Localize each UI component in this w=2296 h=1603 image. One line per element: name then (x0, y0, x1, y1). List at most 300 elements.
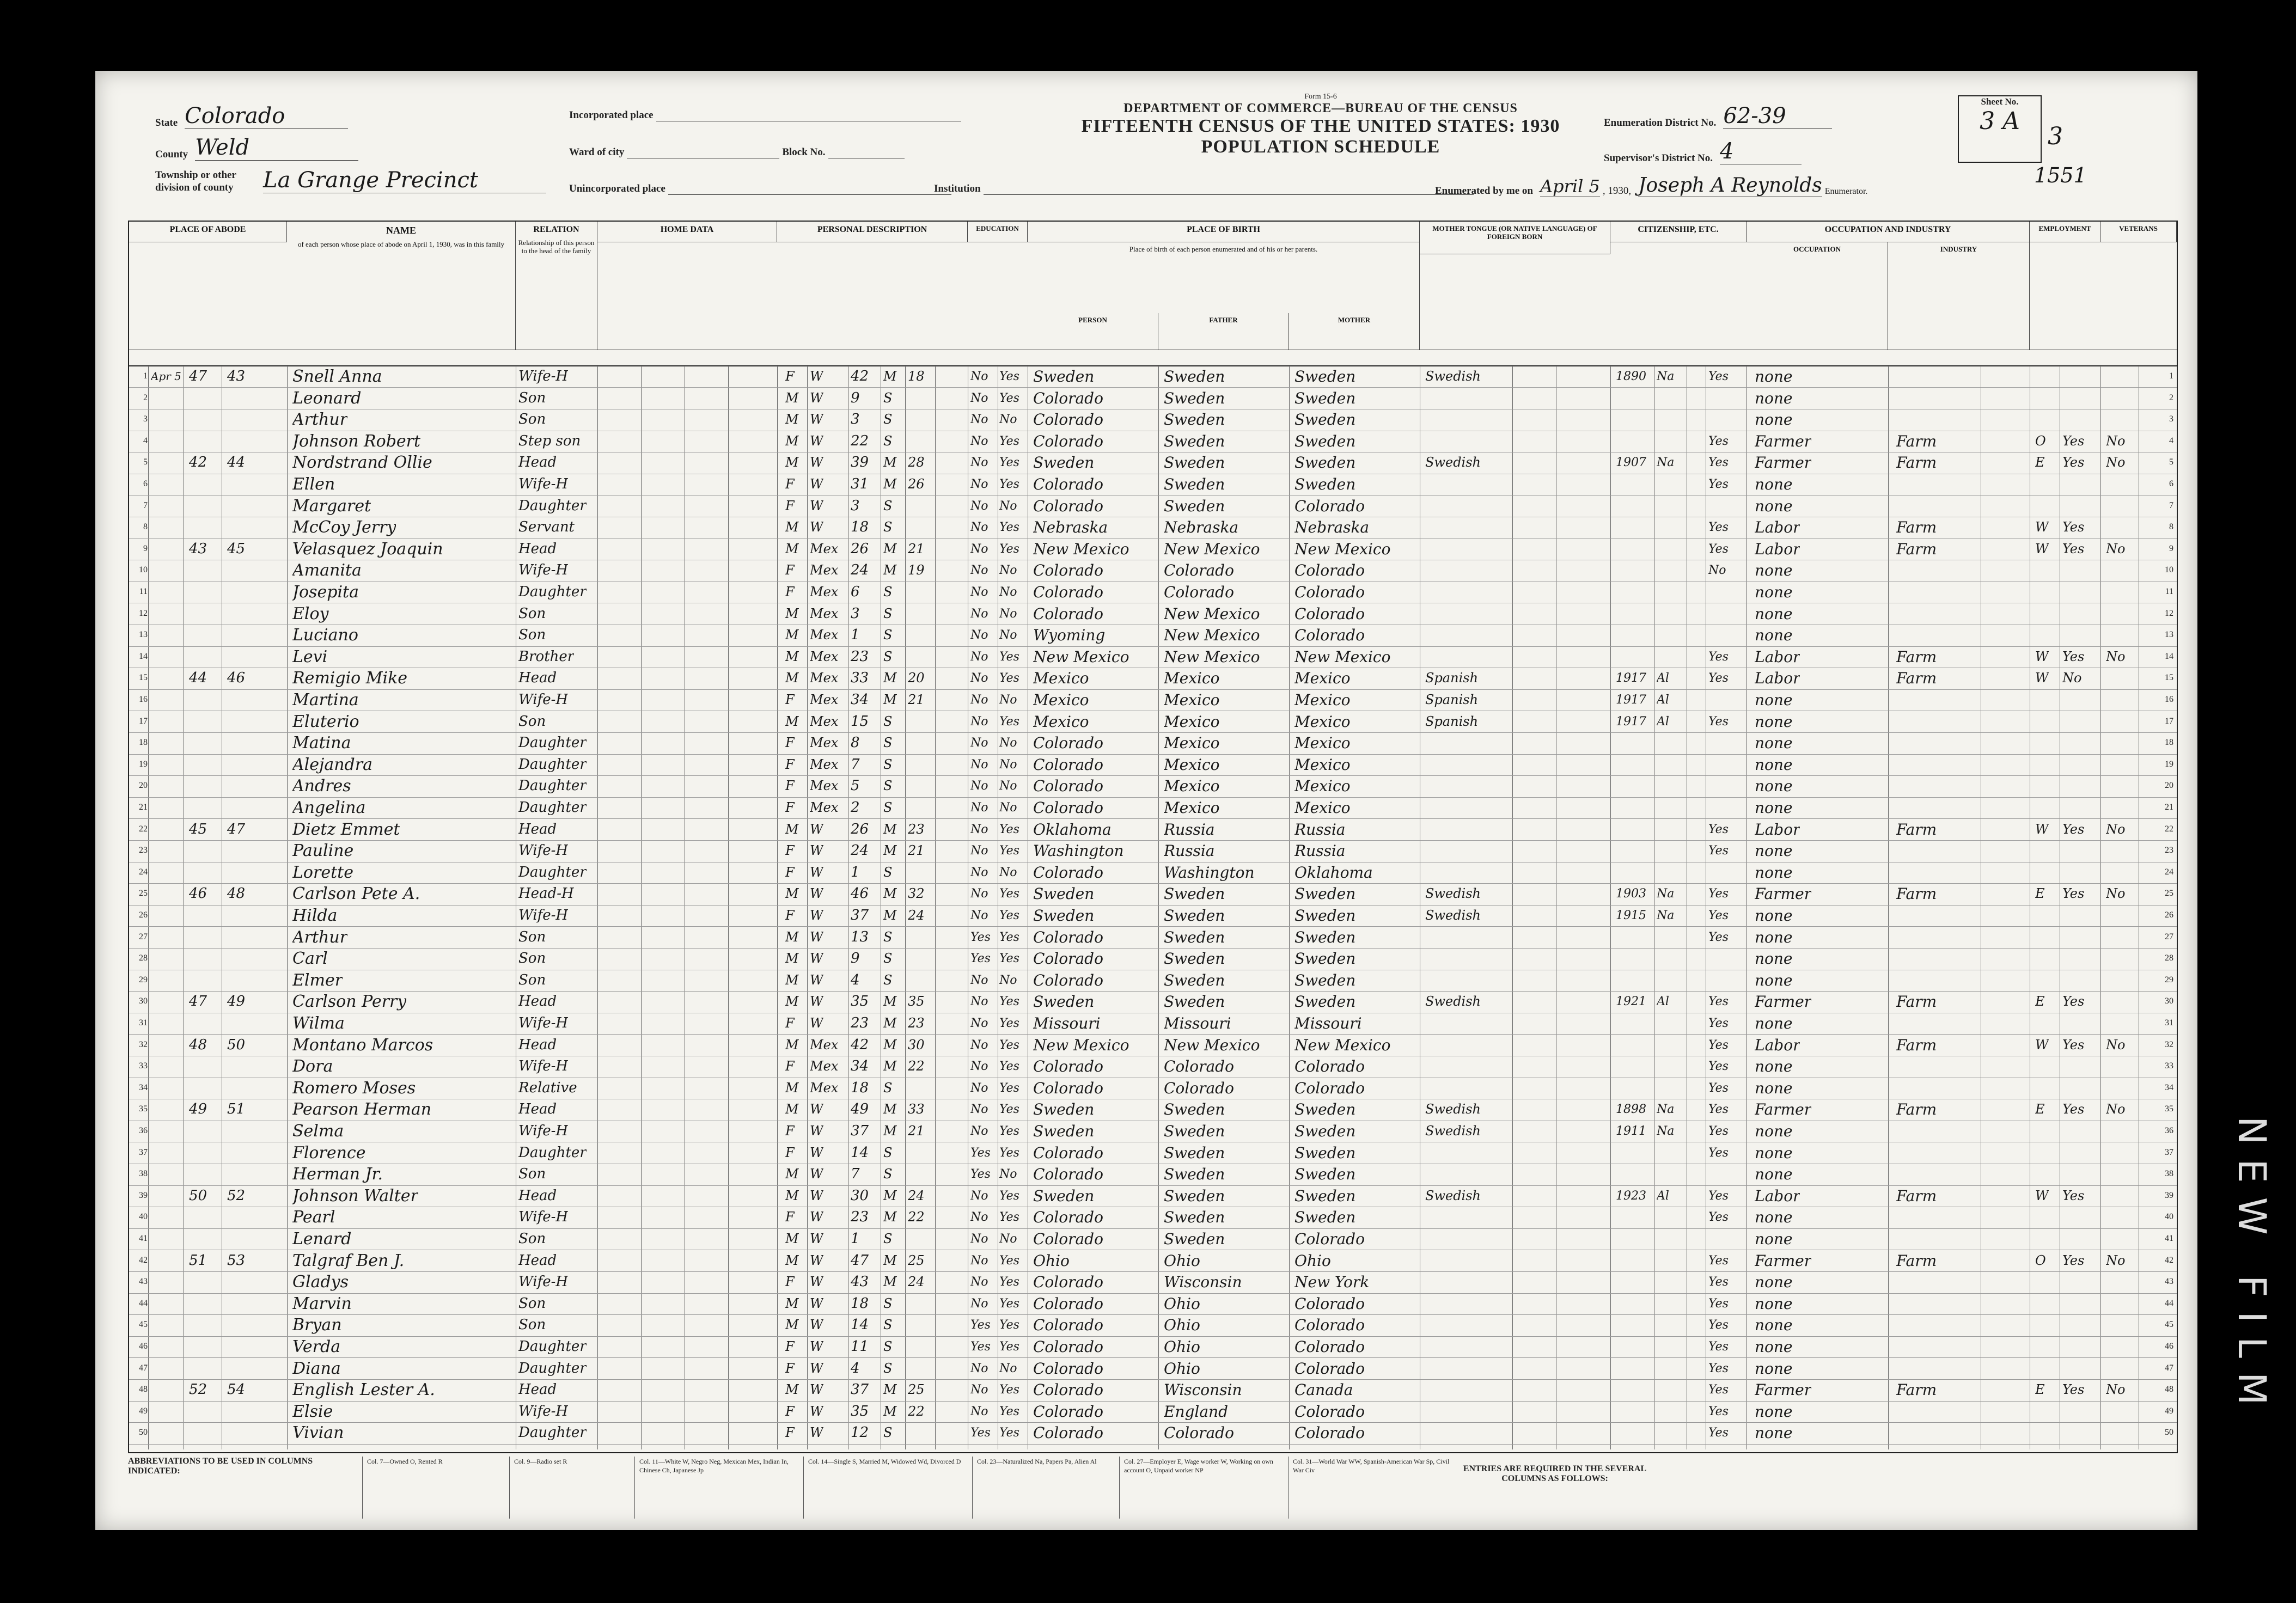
cell-rel: Daughter (518, 1144, 587, 1161)
cell-age: 7 (851, 1166, 860, 1183)
cell-vet: No (2106, 1037, 2126, 1053)
cell-dw: 42 (189, 454, 207, 471)
line-number-right: 34 (2165, 1082, 2173, 1092)
table-row (129, 1164, 2177, 1185)
cell-am: 23 (908, 821, 925, 837)
table-row (129, 1185, 2177, 1207)
line-number-right: 2 (2169, 393, 2173, 402)
cell-age: 34 (851, 1058, 869, 1075)
cell-name: Diana (292, 1359, 341, 1378)
form-number: Form 15-6 (1304, 93, 1337, 101)
table-row (129, 948, 2177, 970)
line-number-right: 48 (2165, 1385, 2173, 1394)
line-number-right: 28 (2165, 953, 2173, 963)
cell-ms: S (883, 713, 893, 729)
table-row (129, 711, 2177, 733)
cell-occ: none (1755, 1165, 1793, 1184)
cell-rd: Yes (999, 1081, 1019, 1095)
line-number-right: 46 (2165, 1342, 2173, 1351)
cell-am: 21 (908, 541, 925, 556)
line-number: 49 (139, 1406, 148, 1416)
cell-rel: Son (518, 713, 546, 730)
cell-am: 35 (908, 994, 925, 1009)
table-body (129, 366, 2177, 1449)
cell-lang: Spanish (1425, 670, 1479, 686)
cell-age: 13 (851, 928, 869, 945)
cell-rd: Yes (999, 887, 1019, 901)
cell-dw: 44 (189, 670, 207, 687)
cell-fb: Washington (1164, 863, 1255, 882)
cell-sch: No (970, 1210, 988, 1225)
cell-mb: Colorado (1294, 583, 1365, 601)
cell-eng: Yes (1708, 1103, 1729, 1117)
cell-name: Johnson Robert (292, 431, 421, 451)
cell-fam: 49 (227, 993, 246, 1010)
table-row (129, 754, 2177, 776)
cell-mb: Colorado (1294, 497, 1365, 515)
table-row (129, 431, 2177, 452)
cell-rd: No (999, 801, 1017, 815)
cell-rel: Step son (518, 432, 581, 449)
cell-age: 9 (851, 389, 860, 406)
cell-age: 2 (851, 799, 860, 816)
cell-race: W (810, 476, 823, 492)
cell-rd: Yes (999, 952, 1019, 966)
cell-age: 46 (851, 885, 869, 902)
cell-race: Mex (810, 1080, 839, 1096)
cell-rel: Son (518, 971, 546, 988)
cell-birth: Missouri (1033, 1014, 1101, 1032)
cell-sch: No (970, 1189, 988, 1203)
cell-am: 26 (908, 476, 925, 492)
line-number: 20 (139, 781, 148, 791)
line-number-right: 12 (2165, 608, 2173, 618)
cell-ind: Farm (1896, 1100, 1937, 1119)
cell-age: 11 (851, 1338, 869, 1355)
cell-age: 4 (851, 1360, 860, 1376)
line-number: 5 (143, 457, 148, 467)
col-father-header: FATHER (1158, 313, 1289, 350)
cell-sch: No (970, 650, 988, 664)
cell-ms: S (883, 627, 893, 643)
cell-emp: Yes (2062, 433, 2085, 449)
cell-race: W (810, 1166, 823, 1182)
cell-birth: New Mexico (1033, 540, 1129, 558)
cell-vet: No (2106, 1252, 2126, 1268)
cell-name: Nordstrand Ollie (292, 453, 432, 473)
cell-imm: 1911 (1616, 1124, 1646, 1138)
cell-birth: Colorado (1033, 863, 1103, 882)
cell-sch: No (970, 391, 988, 405)
table-row (129, 625, 2177, 646)
cell-eng: Yes (1708, 1383, 1729, 1397)
cell-rel: Head-H (518, 885, 574, 902)
table-row (129, 646, 2177, 668)
table-row (129, 668, 2177, 689)
cell-age: 12 (851, 1424, 869, 1441)
table-row (129, 388, 2177, 409)
cell-birth: Colorado (1033, 1402, 1103, 1421)
line-number: 29 (139, 975, 148, 984)
line-number: 9 (143, 543, 148, 553)
cell-age: 9 (851, 950, 860, 967)
cell-mb: Missouri (1294, 1014, 1362, 1032)
cell-mb: New Mexico (1294, 540, 1391, 558)
line-number-right: 38 (2165, 1169, 2173, 1179)
table-row (129, 1358, 2177, 1380)
cell-nat: Al (1657, 995, 1669, 1009)
cell-race: W (810, 1360, 823, 1376)
line-number: 18 (139, 738, 148, 748)
page-stamp: 1551 (2034, 163, 2087, 187)
cell-name: Florence (292, 1143, 366, 1163)
cell-age: 7 (851, 756, 860, 773)
cell-cls: E (2035, 455, 2045, 470)
cell-occ: Labor (1755, 540, 1800, 558)
cell-rd: Yes (999, 995, 1019, 1009)
cell-fb: New Mexico (1164, 647, 1260, 666)
cell-rel: Son (518, 411, 546, 428)
cell-fam: 52 (227, 1187, 246, 1204)
cell-eng: Yes (1708, 1296, 1729, 1311)
cell-fb: Sweden (1164, 1100, 1225, 1119)
cell-age: 35 (851, 993, 869, 1010)
cell-rel: Wife-H (518, 1058, 569, 1075)
cell-age: 23 (851, 648, 869, 665)
cell-mb: Oklahoma (1294, 863, 1373, 882)
cell-age: 37 (851, 1381, 869, 1398)
cell-eng: Yes (1708, 1210, 1729, 1225)
cell-sex: M (785, 433, 799, 449)
cell-rd: Yes (999, 521, 1019, 535)
township-label: Township or other division of county (155, 169, 236, 193)
department-title: DEPARTMENT OF COMMERCE—BUREAU OF THE CENSUS (1123, 101, 1518, 115)
cell-am: 19 (908, 562, 925, 578)
population-table (128, 221, 2178, 1453)
table-row (129, 862, 2177, 884)
cell-occ: none (1755, 1230, 1793, 1248)
cell-birth: Oklahoma (1033, 820, 1112, 839)
line-number: 16 (139, 695, 148, 704)
cell-ms: M (883, 369, 897, 384)
cell-name: Levi (292, 647, 328, 666)
cell-ind: Farm (1896, 432, 1937, 450)
cell-sch: No (970, 1103, 988, 1117)
cell-fb: Wisconsin (1164, 1381, 1242, 1399)
cell-sch: No (970, 1253, 988, 1268)
cell-eng: Yes (1708, 456, 1729, 470)
footer-col27: Col. 27—Employer E, Wage worker W, Working on own account O, Unpaid worker NP (1119, 1457, 1292, 1519)
cell-sex: F (785, 756, 795, 772)
cell-age: 39 (851, 454, 869, 471)
schedule-title: POPULATION SCHEDULE (1201, 137, 1440, 157)
enumerated-field: Enumerated by me on April 5 , 1930, Joseph A Reynolds Enumerator. (1435, 174, 1868, 197)
cell-sch: No (970, 413, 988, 427)
cell-race: W (810, 433, 823, 449)
cell-mb: New Mexico (1294, 1036, 1391, 1054)
cell-mb: Colorado (1294, 1230, 1365, 1248)
line-number: 26 (139, 910, 148, 920)
cell-sch: No (970, 1383, 988, 1397)
cell-race: W (810, 390, 823, 406)
cell-fb: Sweden (1164, 368, 1225, 386)
sheet-number: 3 A (1980, 107, 2020, 135)
cell-mb: Sweden (1294, 454, 1356, 472)
cell-eng: Yes (1708, 1060, 1729, 1074)
cell-fam: 51 (227, 1101, 246, 1118)
cell-ms: S (883, 972, 893, 988)
group-tongue: MOTHER TONGUE (OR NATIVE LANGUAGE) OF FOREIGN BORN (1420, 222, 1610, 254)
cell-eng: Yes (1708, 909, 1729, 922)
cell-occ: Farmer (1755, 454, 1812, 472)
cell-sex: F (785, 562, 795, 578)
line-number-right: 3 (2169, 414, 2173, 424)
cell-age: 26 (851, 821, 869, 837)
cell-sex: F (785, 1360, 795, 1376)
cell-eng: Yes (1708, 1146, 1729, 1160)
cell-sch: No (970, 456, 988, 470)
cell-fb: Colorado (1164, 561, 1234, 580)
cell-rel: Wife-H (518, 842, 569, 859)
cell-mb: Sweden (1294, 411, 1356, 429)
cell-ms: M (883, 455, 897, 470)
cell-sex: M (785, 713, 799, 729)
cell-occ: none (1755, 368, 1793, 386)
cell-lang: Swedish (1425, 994, 1481, 1009)
cell-race: W (810, 1209, 823, 1225)
cell-name: Eluterio (292, 712, 359, 731)
cell-sex: M (785, 886, 799, 902)
cell-am: 24 (908, 908, 925, 923)
line-number: 7 (143, 500, 148, 510)
line-number-right: 16 (2165, 695, 2173, 704)
cell-fam: 50 (227, 1036, 246, 1053)
line-number: 8 (143, 522, 148, 532)
cell-lang: Spanish (1425, 692, 1479, 707)
cell-rel: Daughter (518, 756, 587, 773)
cell-occ: none (1755, 734, 1793, 752)
cell-mb: Mexico (1294, 777, 1351, 796)
line-number-right: 13 (2165, 630, 2173, 640)
cell-sch: No (970, 1124, 988, 1138)
cell-rd: Yes (999, 456, 1019, 470)
cell-name: Carlson Pete A. (292, 884, 420, 904)
cell-ms: S (883, 412, 893, 427)
cell-fb: New Mexico (1164, 1036, 1260, 1054)
line-number-right: 14 (2165, 651, 2173, 661)
cell-rel: Servant (518, 519, 575, 536)
line-number-right: 22 (2165, 824, 2173, 834)
line-number-right: 11 (2165, 587, 2173, 596)
cell-ms: S (883, 519, 893, 535)
cell-rd: Yes (999, 650, 1019, 664)
cell-race: W (810, 994, 823, 1009)
cell-sch: No (970, 973, 988, 987)
cell-sex: M (785, 1295, 799, 1311)
cell-occ: Farmer (1755, 1100, 1812, 1119)
cell-rd: No (999, 865, 1017, 879)
cell-age: 34 (851, 692, 869, 708)
cell-dw: 47 (189, 993, 207, 1010)
cell-dw: 47 (189, 368, 207, 384)
line-number-right: 32 (2165, 1039, 2173, 1049)
cell-mb: Mexico (1294, 691, 1351, 709)
cell-rel: Wife-H (518, 692, 569, 708)
cell-rel: Son (518, 1317, 546, 1333)
line-number: 4 (143, 436, 148, 445)
cell-birth: Colorado (1033, 475, 1103, 493)
group-education: EDUCATION (968, 222, 1028, 242)
cell-birth: Washington (1033, 842, 1124, 860)
cell-rd: Yes (999, 1189, 1019, 1203)
cell-occ: none (1755, 1208, 1793, 1227)
cell-ms: M (883, 1274, 897, 1290)
cell-sch: No (970, 1081, 988, 1095)
cell-cls: W (2035, 648, 2049, 664)
cell-sex: M (785, 390, 799, 406)
cell-cls: O (2035, 433, 2046, 449)
cell-ind: Farm (1896, 1036, 1937, 1054)
cell-name: Velasquez Joaquin (292, 539, 443, 559)
cell-rel: Daughter (518, 1338, 587, 1355)
cell-birth: Mexico (1033, 691, 1089, 709)
cell-rel: Wife-H (518, 907, 569, 923)
cell-sch: No (970, 757, 988, 772)
cell-sch: Yes (970, 1167, 991, 1182)
cell-rd: Yes (999, 1318, 1019, 1332)
cell-rd: Yes (999, 822, 1019, 836)
cell-rd: No (999, 1232, 1017, 1246)
cell-race: W (810, 908, 823, 923)
line-number-right: 6 (2169, 479, 2173, 488)
line-number: 12 (139, 608, 148, 618)
cell-lang: Swedish (1425, 1123, 1481, 1139)
cell-sch: No (970, 693, 988, 707)
cell-name: Montano Marcos (292, 1035, 433, 1055)
cell-ms: S (883, 756, 893, 772)
table-row (129, 775, 2177, 797)
cell-name: Leonard (292, 388, 362, 408)
cell-emp: Yes (2062, 994, 2085, 1009)
cell-race: W (810, 1188, 823, 1203)
table-row (129, 1379, 2177, 1401)
cell-eng: Yes (1708, 650, 1729, 664)
table-row (129, 452, 2177, 474)
cell-imm: 1917 (1616, 714, 1646, 729)
cell-sex: F (785, 498, 795, 513)
cell-fam: 48 (227, 885, 246, 902)
cell-occ: none (1755, 389, 1793, 407)
cell-mb: New York (1294, 1273, 1370, 1292)
cell-nat: Al (1657, 693, 1669, 707)
cell-birth: Colorado (1033, 1316, 1103, 1335)
cell-rd: Yes (999, 1340, 1019, 1354)
cell-birth: Colorado (1033, 1079, 1103, 1097)
cell-sex: M (785, 670, 799, 686)
cell-ms: S (883, 433, 893, 449)
cell-cls: W (2035, 670, 2049, 686)
cell-fb: Ohio (1164, 1251, 1200, 1270)
cell-race: W (810, 1425, 823, 1441)
cell-race: Mex (810, 778, 839, 794)
line-number: 33 (139, 1061, 148, 1071)
cell-name: Ellen (292, 475, 335, 494)
cell-eng: Yes (1708, 1275, 1729, 1289)
cell-rel: Head (518, 993, 557, 1010)
cell-birth: Sweden (1033, 907, 1095, 925)
cell-occ: none (1755, 1057, 1793, 1076)
cell-sex: M (785, 1102, 799, 1117)
cell-imm: 1890 (1616, 370, 1646, 383)
cell-fb: Sweden (1164, 411, 1225, 429)
cell-occ: none (1755, 1273, 1793, 1292)
cell-rel: Head (518, 1036, 557, 1053)
cell-age: 35 (851, 1403, 869, 1420)
cell-birth: Ohio (1033, 1251, 1070, 1270)
line-number: 32 (139, 1039, 148, 1049)
cell-rd: No (999, 693, 1017, 707)
cell-sex: M (785, 994, 799, 1009)
cell-fb: Nebraska (1164, 518, 1239, 537)
cell-imm: 1923 (1616, 1189, 1646, 1203)
cell-rel: Son (518, 928, 546, 945)
cell-mb: Colorado (1294, 1316, 1365, 1335)
cell-nat: Na (1657, 1124, 1675, 1138)
cell-mb: Sweden (1294, 432, 1356, 450)
cell-ms: M (883, 1015, 897, 1031)
line-number-right: 7 (2169, 500, 2173, 510)
cell-am: 21 (908, 1123, 925, 1139)
cell-rel: Head (518, 821, 557, 837)
cell-age: 23 (851, 1015, 869, 1031)
cell-name: Wilma (292, 1014, 345, 1033)
cell-ind: Farm (1896, 647, 1937, 666)
cell-lang: Swedish (1425, 886, 1481, 902)
cell-sex: F (785, 1425, 795, 1441)
line-number: 34 (139, 1082, 148, 1092)
cell-birth: Colorado (1033, 928, 1103, 946)
cell-rd: Yes (999, 714, 1019, 729)
cell-imm: 1907 (1616, 456, 1646, 470)
cell-rd: Yes (999, 1296, 1019, 1311)
cell-race: Mex (810, 692, 839, 707)
birth-desc: Place of birth of each person enumerated and of his or her parents. (1028, 242, 1420, 313)
line-number: 31 (139, 1018, 148, 1027)
cell-fb: Sweden (1164, 928, 1225, 946)
cell-am: 25 (908, 1382, 925, 1398)
line-number: 24 (139, 867, 148, 877)
cell-am: 24 (908, 1188, 925, 1203)
cell-am: 33 (908, 1102, 925, 1117)
cell-race: W (810, 1231, 823, 1246)
cell-fb: Russia (1164, 820, 1215, 839)
cell-vet: No (2106, 433, 2126, 449)
line-number-right: 1 (2169, 371, 2173, 381)
table-row (129, 1013, 2177, 1035)
cell-age: 42 (851, 1036, 869, 1053)
cell-eng: No (1708, 564, 1726, 578)
cell-nat: Na (1657, 887, 1675, 901)
cell-age: 33 (851, 670, 869, 687)
cell-eng: Yes (1708, 434, 1729, 448)
cell-eng: Yes (1708, 844, 1729, 858)
cell-race: W (810, 1274, 823, 1290)
cell-sex: M (785, 1188, 799, 1203)
cell-age: 47 (851, 1252, 869, 1269)
cell-lang: Swedish (1425, 1102, 1481, 1117)
cell-emp: Yes (2062, 1188, 2085, 1203)
cell-rel: Head (518, 670, 557, 687)
